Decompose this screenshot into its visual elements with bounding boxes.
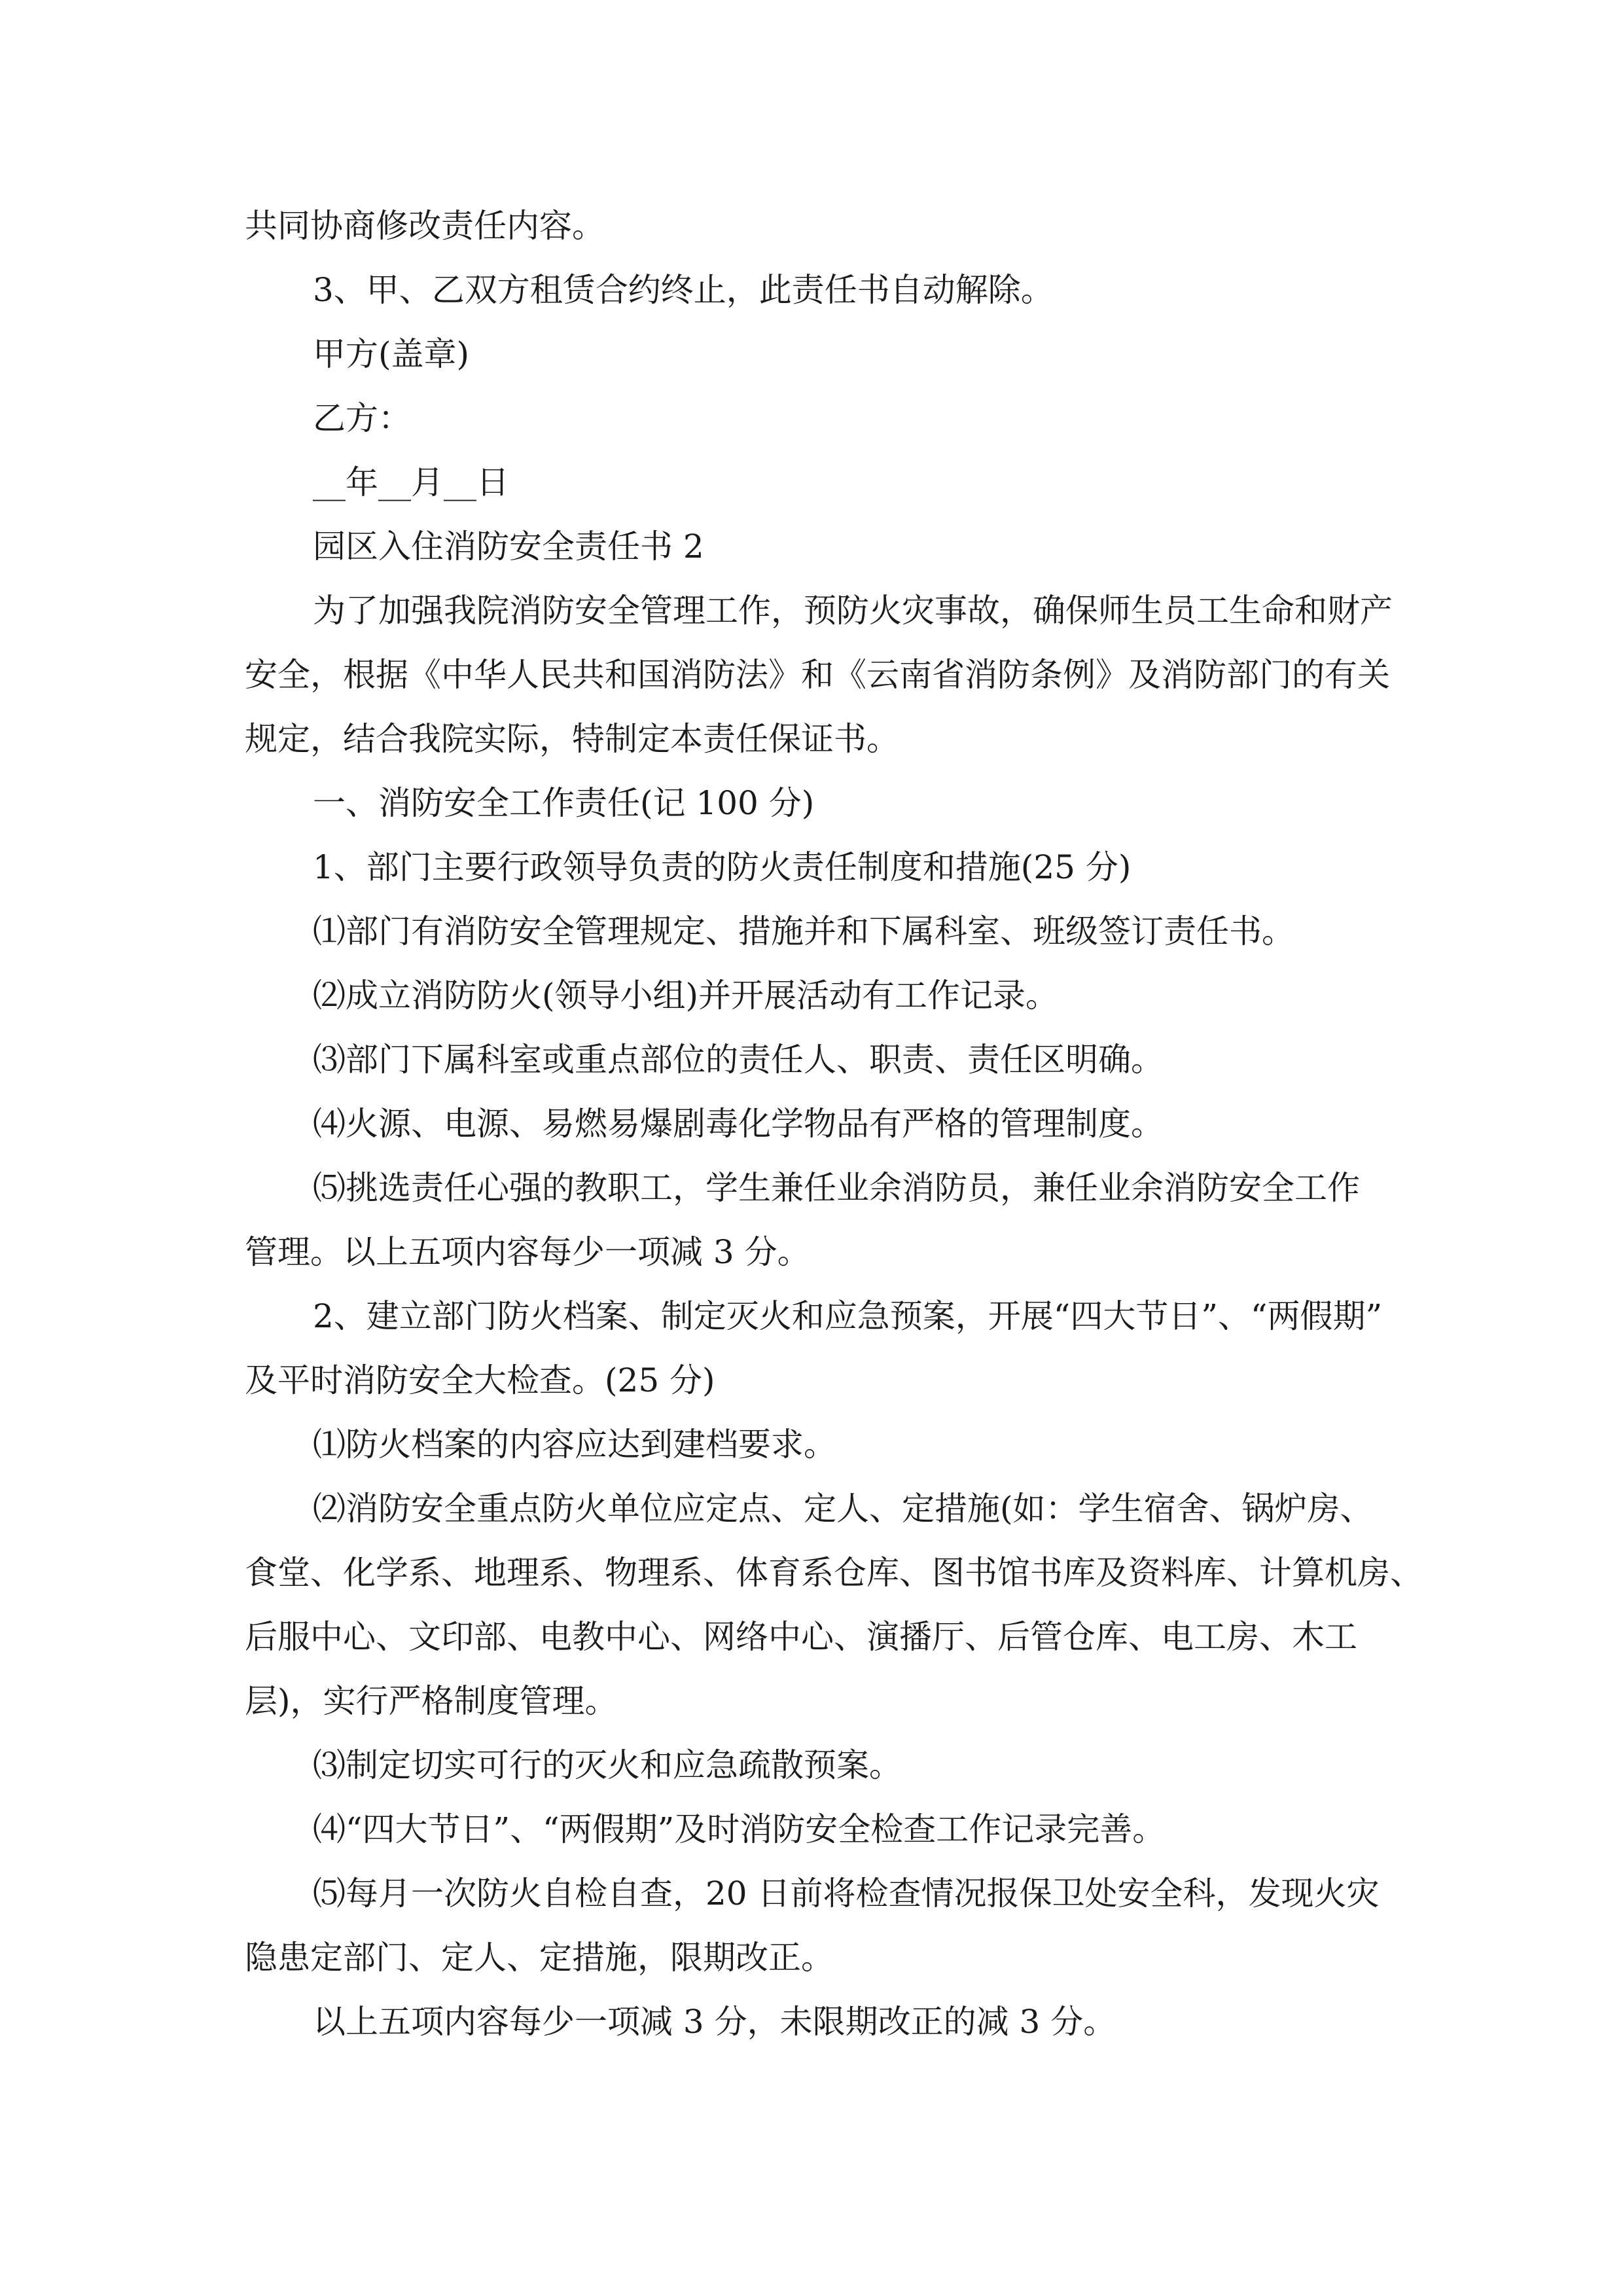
item-heading: 1、部门主要行政领导负责的防火责任制度和措施(25 分) (313, 848, 1132, 886)
item-heading: 2、建立部门防火档案、制定灭火和应急预案，开展“四大节日”、“两假期” (313, 1297, 1383, 1335)
body-line: 3、甲、乙双方租赁合约终止，此责任书自动解除。 (313, 271, 1054, 309)
list-item: ⑸挑选责任心强的教职工，学生兼任业余消防员，兼任业余消防安全工作 (313, 1169, 1360, 1207)
body-line: 共同协商修改责任内容。 (245, 207, 605, 245)
section-heading: 一、消防安全工作责任(记 100 分) (313, 784, 815, 822)
list-item: ⑶制定切实可行的灭火和应急疏散预案。 (313, 1746, 902, 1784)
party-b-label: 乙方： (313, 399, 411, 437)
body-line: 安全，根据《中华人民共和国消防法》和《云南省消防条例》及消防部门的有关 (245, 656, 1390, 694)
body-line: 层)，实行严格制度管理。 (245, 1682, 618, 1720)
list-item: ⑶部门下属科室或重点部位的责任人、职责、责任区明确。 (313, 1041, 1164, 1079)
list-item: ⑸每月一次防火自检自查，20 日前将检查情况报保卫处安全科，发现火灾 (313, 1874, 1380, 1912)
party-a-seal-label: 甲方(盖章) (313, 335, 470, 373)
list-item: ⑷“四大节日”、“两假期”及时消防安全检查工作记录完善。 (313, 1810, 1166, 1848)
list-item: ⑴防火档案的内容应达到建档要求。 (313, 1426, 836, 1463)
date-line: __年__月__日 (313, 463, 509, 501)
body-line: 以上五项内容每少一项减 3 分，未限期改正的减 3 分。 (313, 2003, 1116, 2041)
list-item: ⑴部门有消防安全管理规定、措施并和下属科室、班级签订责任书。 (313, 912, 1294, 950)
document-body (245, 194, 1423, 2054)
body-line: 隐患定部门、定人、定措施，限期改正。 (245, 1939, 834, 1977)
body-line: 食堂、化学系、地理系、物理系、体育系仓库、图书馆书库及资料库、计算机房、 (245, 1554, 1423, 1592)
list-item: ⑷火源、电源、易燃易爆剧毒化学物品有严格的管理制度。 (313, 1105, 1164, 1143)
body-line: 管理。以上五项内容每少一项减 3 分。 (245, 1233, 810, 1271)
body-line: 及平时消防安全大检查。(25 分) (245, 1361, 715, 1399)
list-item: ⑵消防安全重点防火单位应定点、定人、定措施(如：学生宿舍、锅炉房、 (313, 1490, 1373, 1528)
list-item: ⑵成立消防防火(领导小组)并开展活动有工作记录。 (313, 977, 1059, 1014)
body-line: 为了加强我院消防安全管理工作，预防火灾事故，确保师生员工生命和财产 (313, 592, 1393, 630)
body-line: 规定，结合我院实际，特制定本责任保证书。 (245, 720, 899, 758)
body-line: 后服中心、文印部、电教中心、网络中心、演播厅、后管仓库、电工房、木工 (245, 1618, 1357, 1656)
section-title: 园区入住消防安全责任书 2 (313, 528, 704, 565)
